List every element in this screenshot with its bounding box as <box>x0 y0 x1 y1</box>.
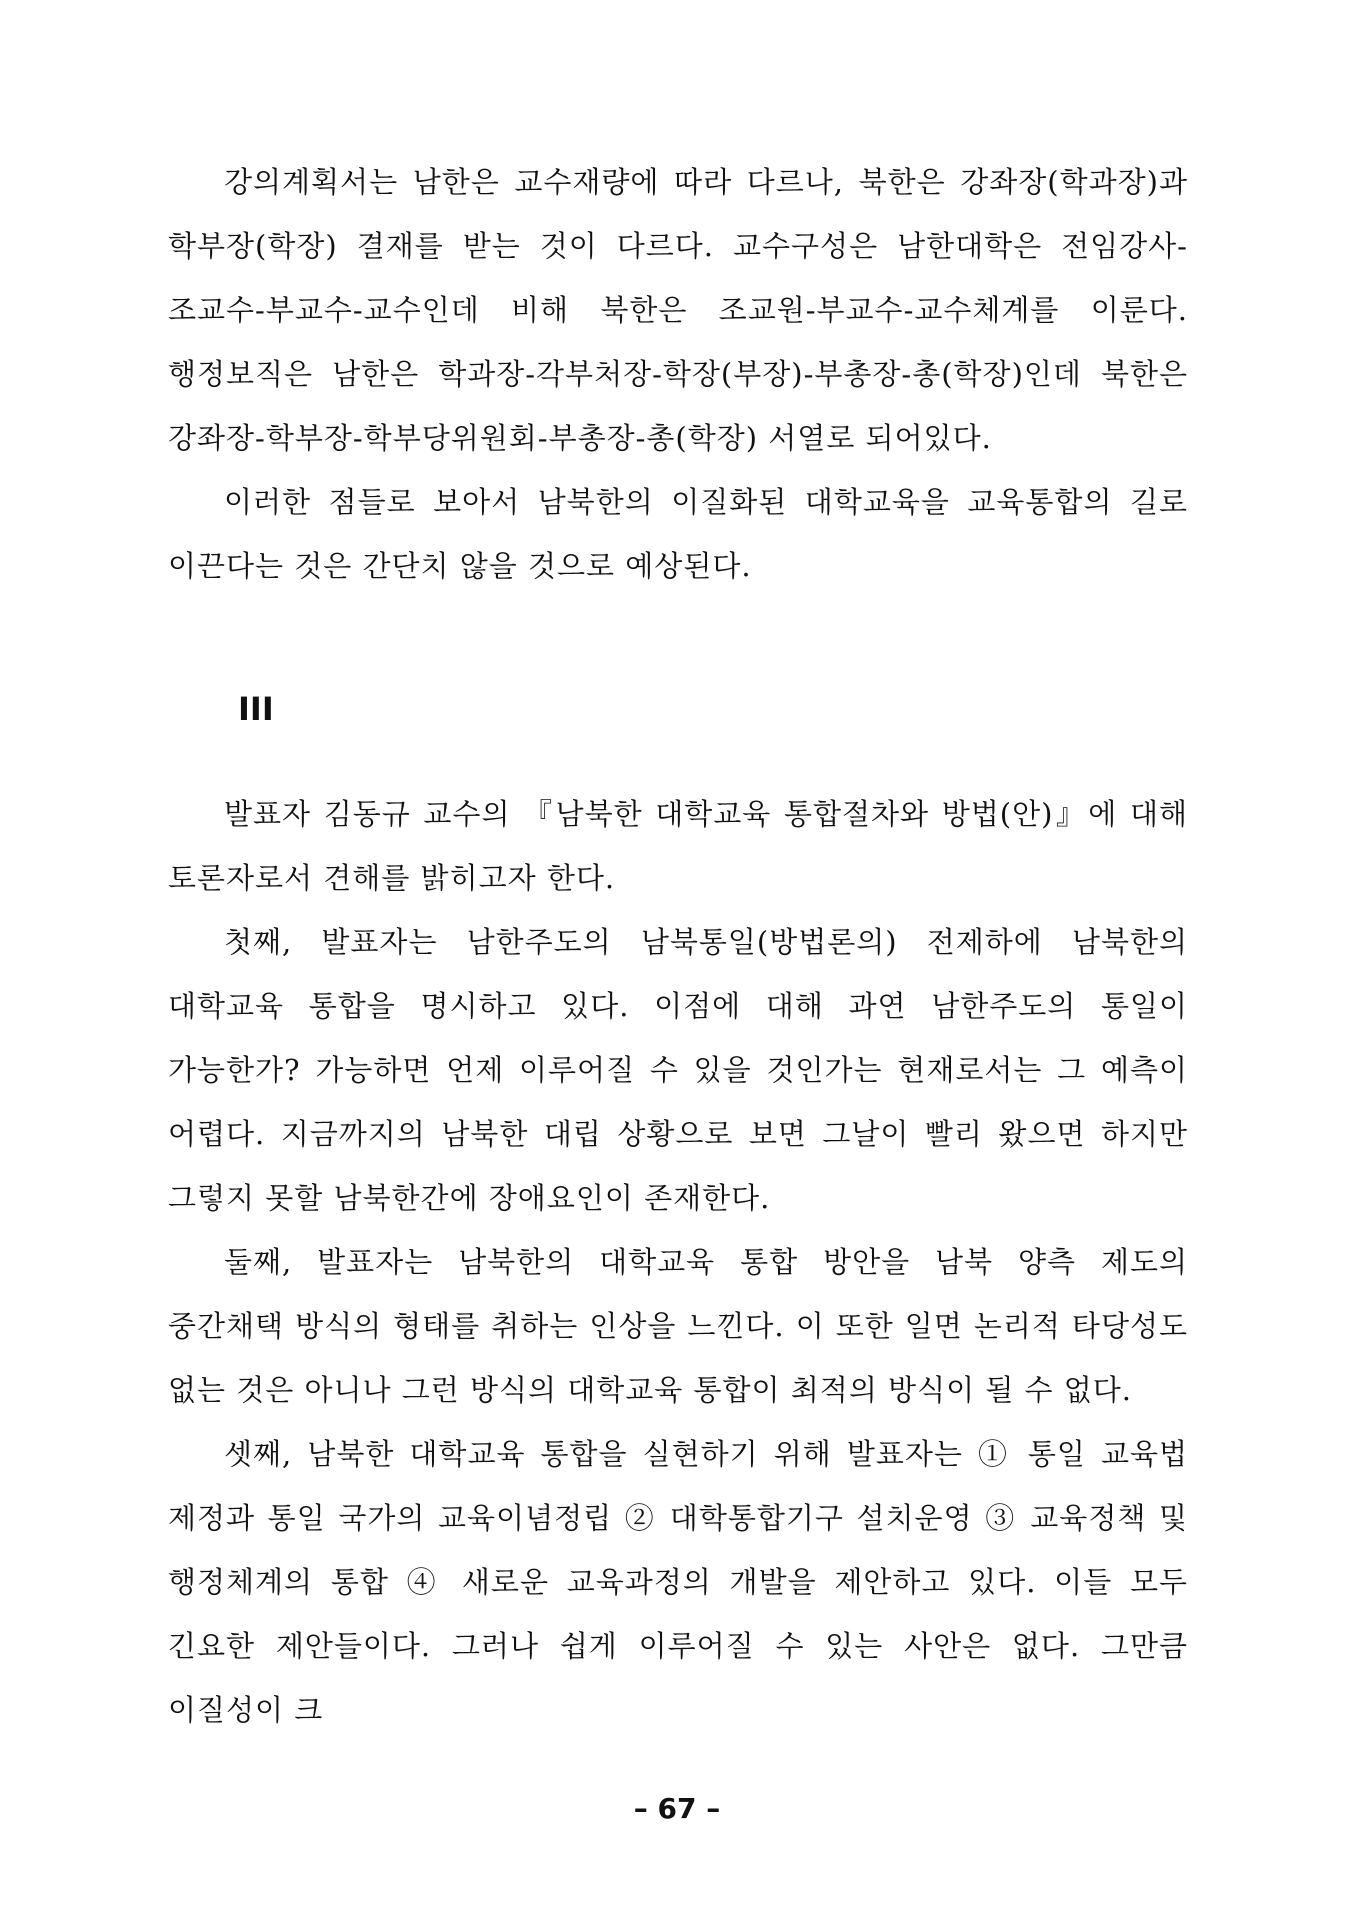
paragraph-third-point: 셋째, 남북한 대학교육 통합을 실현하기 위해 발표자는 ① 통일 교육법 제정과 통일 국가의 교육이념정립 ② 대학통합기구 설치운영 ③ 교육정책 및 행정체계의 통합 ④ 새로운 교육과정의 개발을 제안하고 있다. 이들 모두 긴요한 제안들이다. 그러나 쉽게 이루어질 수 있는 사안은 없다. 그만큼 이질성이 크 <box>168 1437 1188 1727</box>
page-number: – 67 – <box>633 1792 721 1825</box>
paragraph-second-point: 둘째, 발표자는 남북한의 대학교육 통합 방안을 남북 양측 제도의 중간채택 방식의 형태를 취하는 인상을 느낀다. 이 또한 일면 논리적 타당성도 없는 것은 아니나 그런 방식의 대학교육 통합이 최적의 방식이 될 수 없다. <box>168 1245 1188 1407</box>
paragraph-first-point: 첫째, 발표자는 남한주도의 남북통일(방법론의) 전제하에 남북한의 대학교육 통합을 명시하고 있다. 이점에 대해 과연 남한주도의 통일이 가능한가? 가능하면 언제 이루어질 수 있을 것인가는 현재로서는 그 예측이 어렵다. 지금까지의 남북한 대립 상황으로 보면 그날이 빨리 왔으면 하지만 그렇지 못할 남북한간에 장애요인이 존재한다. <box>168 925 1188 1215</box>
section-heading-iii: III <box>238 690 274 728</box>
paragraph-syllabus-comparison: 강의계획서는 남한은 교수재량에 따라 다르나, 북한은 강좌장(학과장)과 학부장(학장) 결재를 받는 것이 다르다. 교수구성은 남한대학은 전임강사-조교수-부교수-교수인데 비해 북한은 조교원-부교수-교수체계를 이룬다. 행정보직은 남한은 학과장-각부처장-학장(부장)-부총장-총(학장)인데 북한은 강좌장-학부장-학부당위원회-부총장-총(학장) 서열로 되어있다. <box>168 165 1188 455</box>
paragraph-discussant-intro: 발표자 김동규 교수의 『남북한 대학교육 통합절차와 방법(안)』에 대해 토론자로서 견해를 밝히고자 한다. <box>168 797 1188 895</box>
paragraph-conclusion: 이러한 점들로 보아서 남북한의 이질화된 대학교육을 교육통합의 길로 이끈다는 것은 간단치 않을 것으로 예상된다. <box>168 485 1188 583</box>
